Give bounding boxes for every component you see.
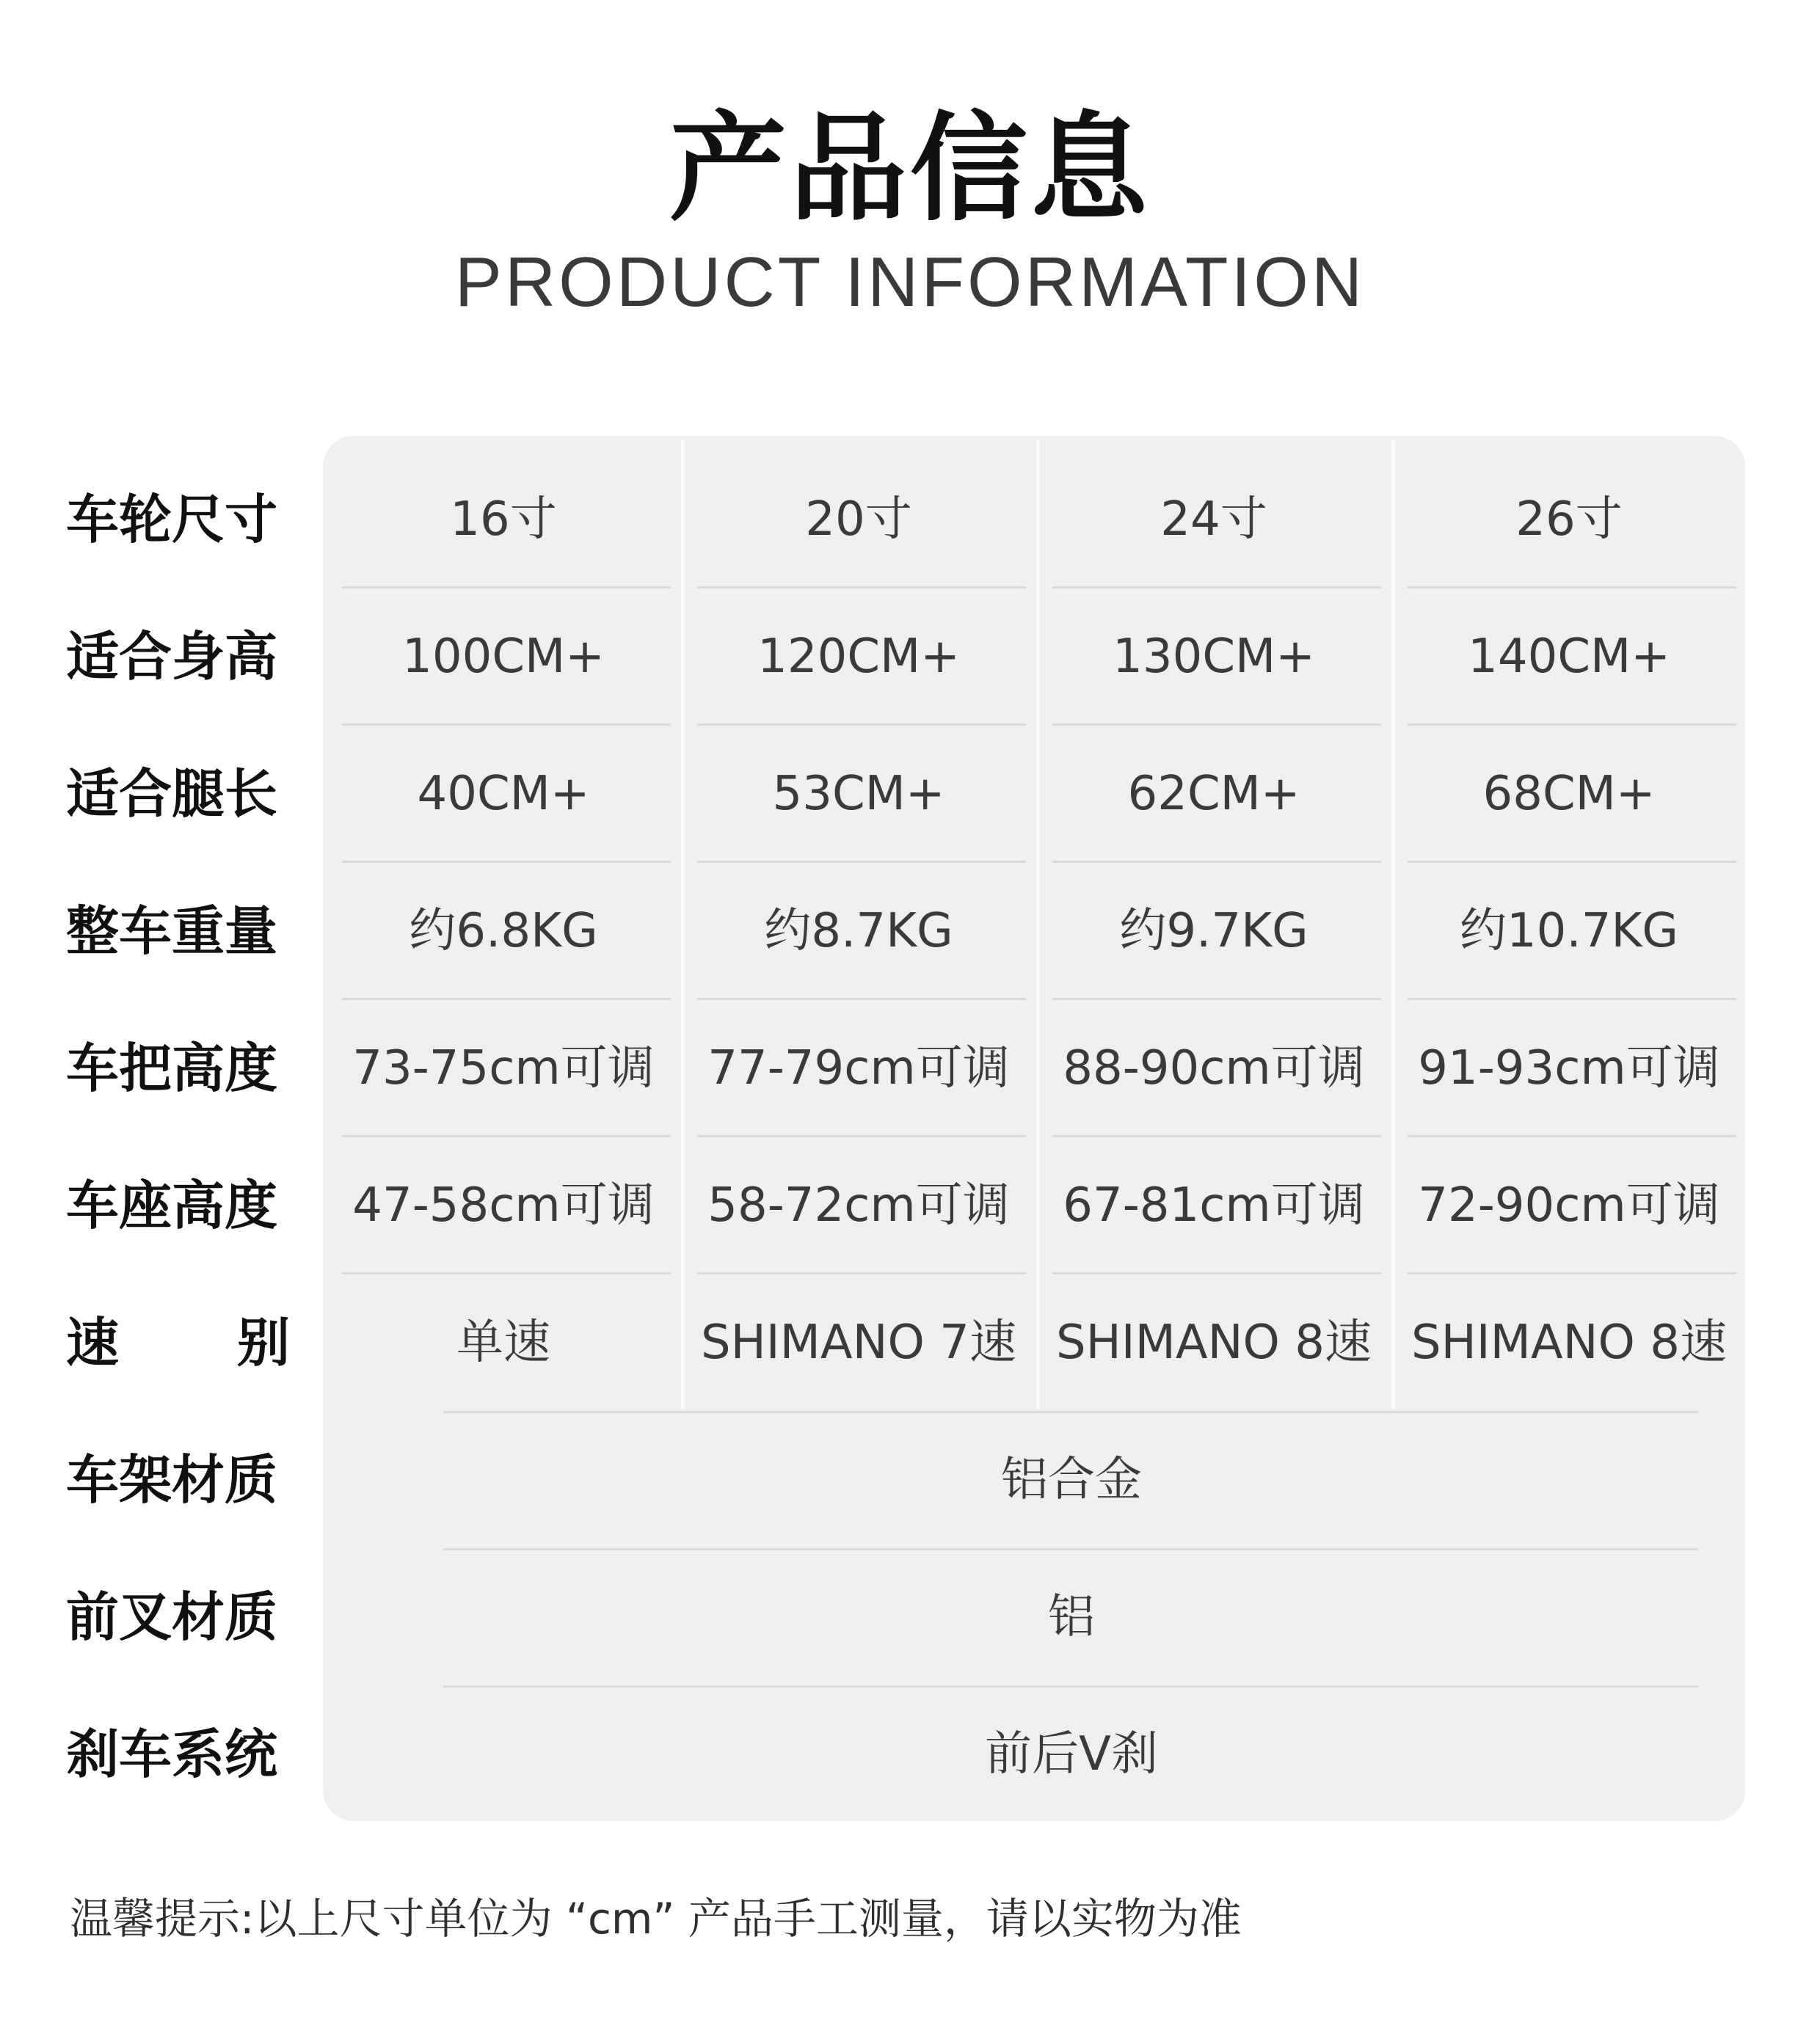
row-divider xyxy=(1408,998,1736,1000)
table-cell: SHIMANO 8速 xyxy=(1056,1315,1372,1370)
table-cell: 20寸 xyxy=(805,492,912,547)
row-divider xyxy=(342,861,671,863)
row-divider xyxy=(443,1685,1698,1688)
row-label-brake-system: 刹车系统 xyxy=(66,1723,278,1785)
row-divider xyxy=(1408,586,1736,588)
table-cell: 68CM+ xyxy=(1482,766,1656,821)
table-cell: 130CM+ xyxy=(1113,629,1315,684)
row-divider xyxy=(1408,1272,1736,1274)
table-cell: 120CM+ xyxy=(757,629,960,684)
row-label-fit-height: 适合身高 xyxy=(66,625,278,687)
row-label-frame-material: 车架材质 xyxy=(66,1448,278,1511)
row-divider xyxy=(342,723,671,726)
row-label-fork-material: 前叉材质 xyxy=(66,1586,278,1648)
table-cell: 100CM+ xyxy=(402,629,605,684)
table-cell: SHIMANO 7速 xyxy=(701,1315,1016,1370)
footer-note: 温馨提示:以上尺寸单位为 “cm” 产品手工测量，请以实物为准 xyxy=(70,1894,1242,1944)
table-cell: 47-58cm可调 xyxy=(352,1178,655,1233)
table-cell: 72-90cm可调 xyxy=(1418,1178,1720,1233)
row-divider xyxy=(342,1135,671,1137)
row-divider xyxy=(443,1411,1698,1413)
table-cell-merged: 铝合金 xyxy=(1001,1452,1142,1507)
page-title: 产品信息 xyxy=(669,100,1151,237)
row-divider xyxy=(1052,998,1381,1000)
table-cell: 16寸 xyxy=(450,492,557,547)
row-label-leg-length: 适合腿长 xyxy=(66,762,278,825)
row-divider xyxy=(1052,861,1381,863)
row-divider xyxy=(697,861,1026,863)
table-cell: 91-93cm可调 xyxy=(1418,1040,1720,1095)
row-label-speed-part: 别 xyxy=(236,1311,290,1374)
table-cell-merged: 铝 xyxy=(1048,1589,1095,1644)
table-cell: 67-81cm可调 xyxy=(1063,1178,1365,1233)
table-cell: 40CM+ xyxy=(417,766,590,821)
row-label-wheel-size: 车轮尺寸 xyxy=(66,488,278,550)
row-divider xyxy=(443,1548,1698,1550)
table-cell: 约10.7KG xyxy=(1459,903,1679,958)
table-cell: 88-90cm可调 xyxy=(1063,1040,1365,1095)
row-label-seat-height: 车座高度 xyxy=(66,1174,278,1236)
table-cell: 77-79cm可调 xyxy=(707,1040,1010,1095)
table-cell: 53CM+ xyxy=(772,766,945,821)
row-divider xyxy=(1052,723,1381,726)
row-divider xyxy=(1408,723,1736,726)
row-label-speed-part: 速 xyxy=(66,1311,120,1374)
page-subtitle: PRODUCT INFORMATION xyxy=(454,243,1366,321)
row-divider xyxy=(1052,1272,1381,1274)
table-cell: 26寸 xyxy=(1515,492,1623,547)
row-divider xyxy=(1052,586,1381,588)
row-label-weight: 整车重量 xyxy=(66,900,278,962)
row-divider xyxy=(697,723,1026,726)
table-cell: 约9.7KG xyxy=(1119,903,1308,958)
table-cell: 单速 xyxy=(456,1315,550,1370)
row-divider xyxy=(1408,1135,1736,1137)
row-label-speed xyxy=(66,1274,290,1411)
row-divider xyxy=(342,998,671,1000)
table-cell: 约8.7KG xyxy=(764,903,953,958)
row-divider xyxy=(697,1272,1026,1274)
table-cell: 73-75cm可调 xyxy=(352,1040,655,1095)
table-cell: 58-72cm可调 xyxy=(707,1178,1010,1233)
table-cell: SHIMANO 8速 xyxy=(1411,1315,1727,1370)
table-cell: 62CM+ xyxy=(1127,766,1300,821)
row-divider xyxy=(697,586,1026,588)
row-label-handlebar-height: 车把高度 xyxy=(66,1037,278,1099)
table-cell: 24寸 xyxy=(1160,492,1267,547)
table-cell: 约6.8KG xyxy=(409,903,598,958)
row-divider xyxy=(342,586,671,588)
row-divider xyxy=(697,1135,1026,1137)
table-cell: 140CM+ xyxy=(1468,629,1670,684)
row-divider xyxy=(1408,861,1736,863)
table-cell-merged: 前后V刹 xyxy=(985,1726,1158,1781)
row-divider xyxy=(697,998,1026,1000)
row-divider xyxy=(342,1272,671,1274)
row-divider xyxy=(1052,1135,1381,1137)
